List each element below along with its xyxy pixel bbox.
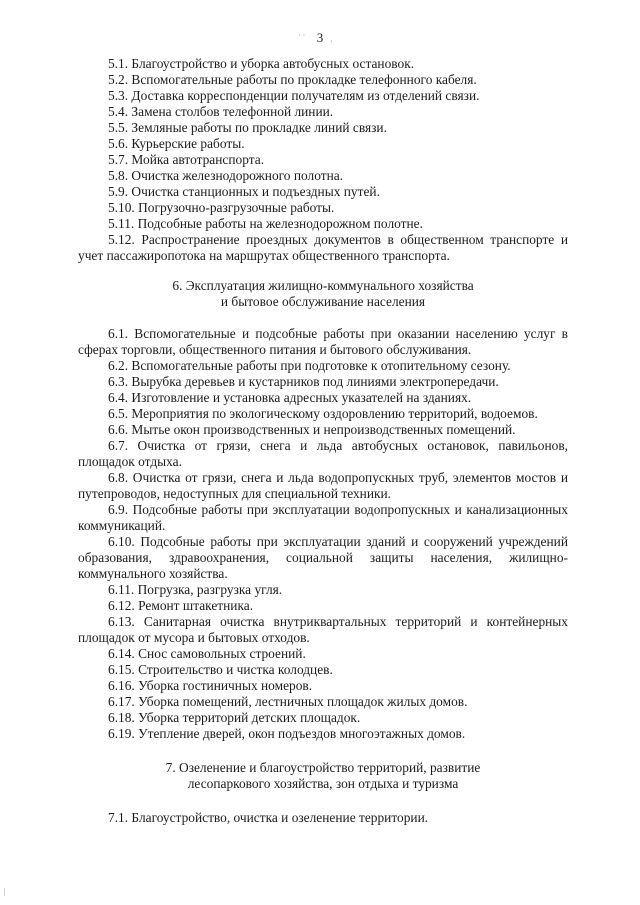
- list-item: 6.7. Очистка от грязи, снега и льда автобусных остановок, павильонов, площадок отдыха.: [78, 438, 568, 469]
- scan-speck: ': [331, 39, 333, 48]
- list-item: 6.8. Очистка от грязи, снега и льда водопропускных труб, элементов мостов и путепроводов, недоступных для специальной техники.: [78, 470, 568, 501]
- list-item: 6.17. Уборка помещений, лестничных площадок жилых домов.: [108, 694, 468, 709]
- list-item: 7.1. Благоустройство, очистка и озеленение территории.: [108, 810, 429, 825]
- list-item: 6.9. Подсобные работы при эксплуатации водопропускных и канализационных коммуникаций.: [78, 502, 568, 533]
- section-7-list: [78, 810, 568, 826]
- list-item: 5.8. Очистка железнодорожного полотна.: [108, 168, 344, 183]
- list-item: 5.1. Благоустройство и уборка автобусных остановок.: [108, 56, 415, 71]
- list-item: 6.10. Подсобные работы при эксплуатации зданий и сооружений учреждений образования, здравоохранения, социальной защиты населения, жилищно-коммунального хозяйства.: [78, 534, 568, 581]
- document-body: [78, 56, 568, 826]
- list-item: 6.13. Санитарная очистка внутриквартальных территорий и контейнерных площадок от мусора и бытовых отходов.: [78, 614, 568, 645]
- list-item: 5.11. Подсобные работы на железнодорожном полотне.: [108, 216, 423, 231]
- list-item: 6.14. Снос самовольных строений.: [108, 646, 306, 661]
- section-title-line: лесопаркового хозяйства, зон отдыха и туризма: [187, 776, 459, 791]
- scan-speck: · ·: [298, 31, 306, 40]
- list-item: 5.4. Замена столбов телефонной линии.: [108, 104, 334, 119]
- list-item: 5.6. Курьерские работы.: [108, 136, 245, 151]
- section-title-line: 6. Эксплуатация жилищно-коммунального хозяйства: [172, 278, 474, 293]
- section-title-line: 7. Озеленение и благоустройство территорий, развитие: [165, 760, 481, 775]
- list-item: 6.1. Вспомогательные и подсобные работы при оказании населению услуг в сферах торговли, общественного питания и бытового обслуживания.: [78, 326, 568, 357]
- page-number: 3: [316, 30, 324, 45]
- list-item: 6.4. Изготовление и установка адресных указателей на зданиях.: [108, 390, 472, 405]
- list-item: 6.16. Уборка гостиничных номеров.: [108, 678, 313, 693]
- section-7-heading: [78, 760, 568, 792]
- list-item: 6.12. Ремонт штакетника.: [108, 598, 254, 613]
- list-item: 5.5. Земляные работы по прокладке линий связи.: [108, 120, 387, 135]
- list-item: 5.10. Погрузочно-разгрузочные работы.: [108, 200, 335, 215]
- list-item: 6.19. Утепление дверей, окон подъездов многоэтажных домов.: [108, 726, 466, 741]
- list-item: 6.6. Мытье окон производственных и непроизводственных помещений.: [108, 422, 516, 437]
- list-item: 6.2. Вспомогательные работы при подготовке к отопительному сезону.: [108, 358, 511, 373]
- section-5-list: [78, 56, 568, 264]
- list-item: 6.3. Вырубка деревьев и кустарников под линиями электропередачи.: [108, 374, 499, 389]
- list-item: 5.9. Очистка станционных и подъездных путей.: [108, 184, 380, 199]
- section-title-line: и бытовое обслуживание населения: [220, 294, 426, 309]
- list-item: 5.3. Доставка корреспонденции получателям из отделений связи.: [108, 88, 480, 103]
- section-6-list: [78, 326, 568, 742]
- list-item: 6.18. Уборка территорий детских площадок.: [108, 710, 361, 725]
- list-item: 5.2. Вспомогательные работы по прокладке телефонного кабеля.: [108, 72, 477, 87]
- section-6-heading: [78, 278, 568, 310]
- scan-speck: |: [4, 887, 6, 896]
- list-item: 6.15. Строительство и чистка колодцев.: [108, 662, 333, 677]
- list-item: 6.11. Погрузка, разгрузка угля.: [108, 582, 283, 597]
- list-item: 5.7. Мойка автотранспорта.: [108, 152, 265, 167]
- list-item: 5.12. Распространение проездных документов в общественном транспорте и учет пассажиропотока на маршрутах общественного транспорта.: [78, 232, 568, 263]
- list-item: 6.5. Мероприятия по экологическому оздоровлению территорий, водоемов.: [108, 406, 538, 421]
